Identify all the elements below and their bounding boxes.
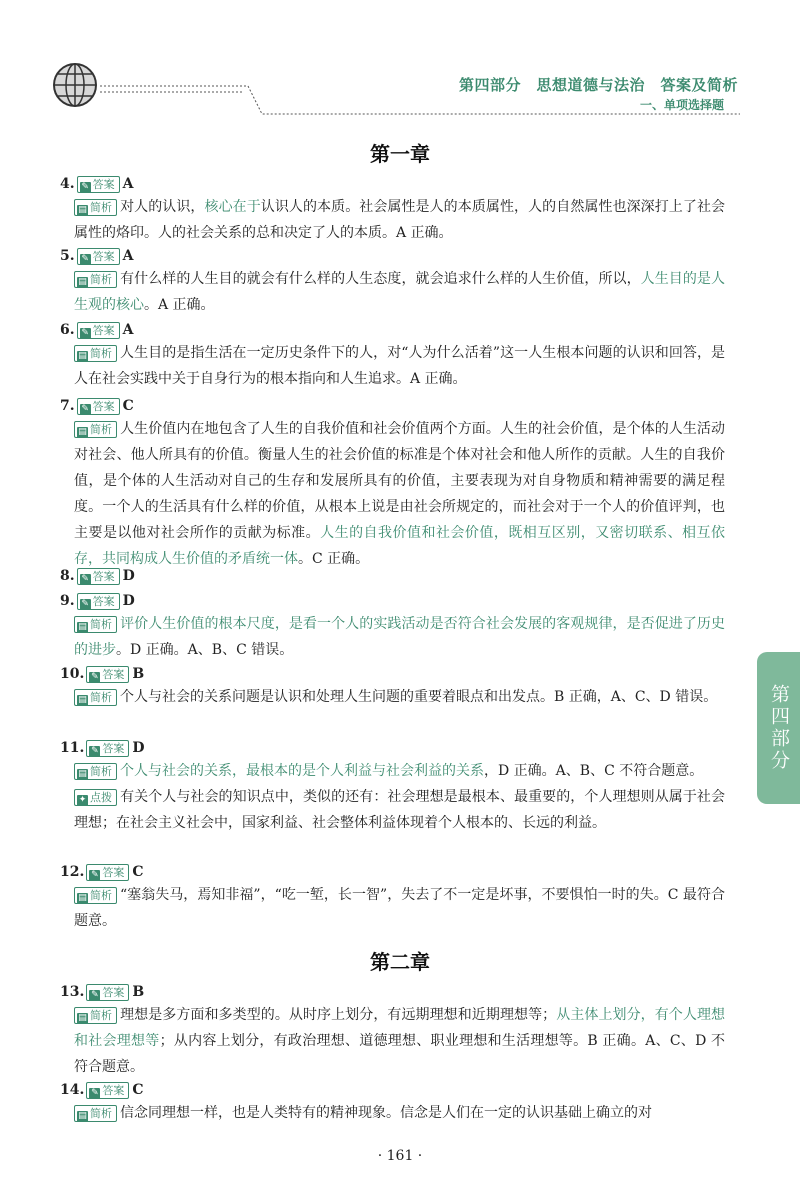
book-icon: ▤ (78, 350, 87, 361)
book-icon: ▤ (78, 276, 87, 287)
analysis-badge: ▤ 简析 (74, 421, 117, 438)
answer-line (60, 1080, 725, 1100)
pencil-icon: ✎ (91, 1087, 99, 1098)
answer-item (60, 174, 725, 246)
pencil-icon: ✎ (81, 403, 89, 414)
chapter-title: 第二章 (370, 950, 430, 974)
answer-letter: A (122, 248, 134, 264)
answer-letter: B (132, 984, 145, 1000)
book-icon: ▤ (78, 1012, 87, 1023)
answer-letter: B (132, 666, 145, 682)
answer-badge: ✎ 答案 (77, 176, 120, 193)
chapter-title: 第一章 (370, 142, 430, 166)
question-number: 9. (60, 593, 75, 609)
analysis-badge: ▤ 简析 (74, 345, 117, 362)
answer-badge: ✎ 答案 (86, 666, 129, 683)
answer-badge: ✎ 答案 (86, 984, 129, 1001)
book-icon: ▤ (78, 204, 87, 215)
answer-item (60, 664, 725, 710)
analysis: ▤ 简析 个人与社会的关系，最根本的是个人利益与社会利益的关系，D 正确。A、B、C 不符合题意。 (74, 758, 725, 784)
header-title: 第四部分 思想道德与法治 答案及简析 (458, 76, 738, 94)
answer-letter: D (122, 568, 135, 584)
pencil-icon: ✎ (81, 573, 89, 584)
book-icon: ▤ (78, 892, 87, 903)
answer-line (60, 862, 725, 882)
answer-item (60, 246, 725, 318)
analysis-badge: ▤ 简析 (74, 689, 117, 706)
answer-letter: C (122, 398, 134, 414)
question-number: 13. (60, 984, 85, 1000)
question-number: 4. (60, 176, 75, 192)
analysis-badge: ▤ 简析 (74, 763, 117, 780)
side-section-tab: 第四部分 (757, 652, 800, 804)
pencil-icon: ✎ (81, 598, 89, 609)
question-number: 14. (60, 1082, 85, 1098)
answer-line (60, 738, 725, 758)
answer-badge: ✎ 答案 (77, 593, 120, 610)
pencil-icon: ✎ (91, 671, 99, 682)
analysis: ▤ 简析 评价人生价值的根本尺度，是看一个人的实践活动是否符合社会发展的客观规律，是否促进了历史的进步。D 正确。A、B、C 错误。 (74, 616, 725, 658)
analysis: ▤ 简析 信念同理想一样，也是人类特有的精神现象。信念是人们在一定的认识基础上确立的对 (74, 1100, 725, 1126)
page-header (0, 0, 800, 120)
answer-badge: ✎ 答案 (77, 568, 120, 585)
answer-item (60, 862, 725, 934)
question-number: 7. (60, 398, 75, 414)
header-subtitle: 一、单项选择题 (639, 98, 724, 112)
answer-item (60, 566, 725, 586)
analysis: ▤ 简析 对人的认识，核心在于认识人的本质。社会属性是人的本质属性，人的自然属性也深深打上了社会属性的烙印。人的社会关系的总和决定了人的本质。A 正确。 (74, 199, 726, 241)
answer-line (60, 246, 725, 266)
question-number: 5. (60, 248, 75, 264)
answer-badge: ✎ 答案 (77, 322, 120, 339)
answer-letter: D (122, 593, 135, 609)
answer-line (60, 320, 725, 340)
answer-badge: ✎ 答案 (77, 248, 120, 265)
analysis-badge: ▤ 简析 (74, 1105, 117, 1122)
page-number: · 161 · (377, 1148, 423, 1164)
answer-line (60, 591, 725, 611)
answer-letter: A (122, 176, 134, 192)
answer-letter: D (132, 740, 145, 756)
question-number: 6. (60, 322, 75, 338)
answer-item (60, 1080, 725, 1126)
answer-line (60, 566, 725, 586)
analysis-badge: ▤ 简析 (74, 887, 117, 904)
tip: ✦ 点拨 有关个人与社会的知识点中，类似的还有：社会理想是最根本、最重要的，个人理想则从属于社会理想；在社会主义社会中，国家利益、社会整体利益体现着个人根本的、长远的利益。 (74, 789, 725, 831)
answer-item (60, 591, 725, 663)
answer-letter: C (132, 1082, 144, 1098)
book-icon: ▤ (78, 768, 87, 779)
book-icon: ▤ (78, 1110, 87, 1121)
lightbulb-icon: ✦ (78, 794, 87, 805)
analysis-badge: ▤ 简析 (74, 271, 117, 288)
question-number: 8. (60, 568, 75, 584)
analysis: ▤ 简析 理想是多方面和多类型的。从时序上划分，有远期理想和近期理想等；从主体上划分，有个人理想和社会理想等；从内容上划分，有政治理想、道德理想、职业理想和生活理想等。B 正确。A、C、D 不符合题意。 (74, 1007, 726, 1075)
pencil-icon: ✎ (81, 181, 89, 192)
book-icon: ▤ (78, 621, 87, 632)
answer-badge: ✎ 答案 (77, 398, 120, 415)
answer-item (60, 738, 725, 836)
answer-line (60, 664, 725, 684)
question-number: 11. (60, 740, 85, 756)
tip-badge: ✦ 点拨 (74, 789, 117, 806)
answer-badge: ✎ 答案 (86, 864, 129, 881)
analysis: ▤ 简析 个人与社会的关系问题是认识和处理人生问题的重要着眼点和出发点。B 正确，A、C、D 错误。 (74, 684, 725, 710)
answer-letter: A (122, 322, 134, 338)
analysis: ▤ 简析 人生目的是指生活在一定历史条件下的人，对“人为什么活着”这一人生根本问题的认识和回答，是人在社会实践中关于自身行为的根本指向和人生追求。A 正确。 (74, 345, 725, 387)
pencil-icon: ✎ (81, 253, 89, 264)
answer-letter: C (132, 864, 144, 880)
question-number: 10. (60, 666, 85, 682)
answer-badge: ✎ 答案 (86, 740, 129, 757)
book-icon: ▤ (78, 426, 87, 437)
pencil-icon: ✎ (91, 745, 99, 756)
analysis: ▤ 简析 人生价值内在地包含了人生的自我价值和社会价值两个方面。人生的社会价值，是个体的人生活动对社会、他人所具有的价值。衡量人生的社会价值的标准是个体对社会和他人所作的贡献。人生的自我价值，是个体的人生活动对自己的生存和发展所具有的价值，主要表现为对自身物质和精神需要的满足程度。一个人的生活具有什么样的价值，从根本上说是由社会所规定的，而社会对于一个人的价值评判，也主要是以他对社会所作的贡献为标准。人生的自我价值和社会价值，既相互区别，又密切联系、相互依存，共同构成人生价值的矛盾统一体。C 正确。 (74, 421, 726, 567)
question-number: 12. (60, 864, 85, 880)
answer-line (60, 396, 725, 416)
globe-icon (52, 62, 98, 108)
analysis-badge: ▤ 简析 (74, 1007, 117, 1024)
pencil-icon: ✎ (91, 869, 99, 880)
answer-line (60, 982, 725, 1002)
analysis-badge: ▤ 简析 (74, 199, 117, 216)
pencil-icon: ✎ (91, 989, 99, 1000)
book-icon: ▤ (78, 694, 87, 705)
answer-item (60, 982, 725, 1080)
analysis-badge: ▤ 简析 (74, 616, 117, 633)
answer-badge: ✎ 答案 (86, 1082, 129, 1099)
answer-item (60, 320, 725, 392)
pencil-icon: ✎ (81, 327, 89, 338)
answer-line (60, 174, 725, 194)
analysis: ▤ 简析 “塞翁失马，焉知非福”，“吃一堑，长一智”，失去了不一定是坏事，不要惧怕一时的失。C 最符合题意。 (74, 887, 725, 929)
answer-item (60, 396, 725, 572)
analysis: ▤ 简析 有什么样的人生目的就会有什么样的人生态度，就会追求什么样的人生价值，所以，人生目的是人生观的核心。A 正确。 (74, 271, 726, 313)
